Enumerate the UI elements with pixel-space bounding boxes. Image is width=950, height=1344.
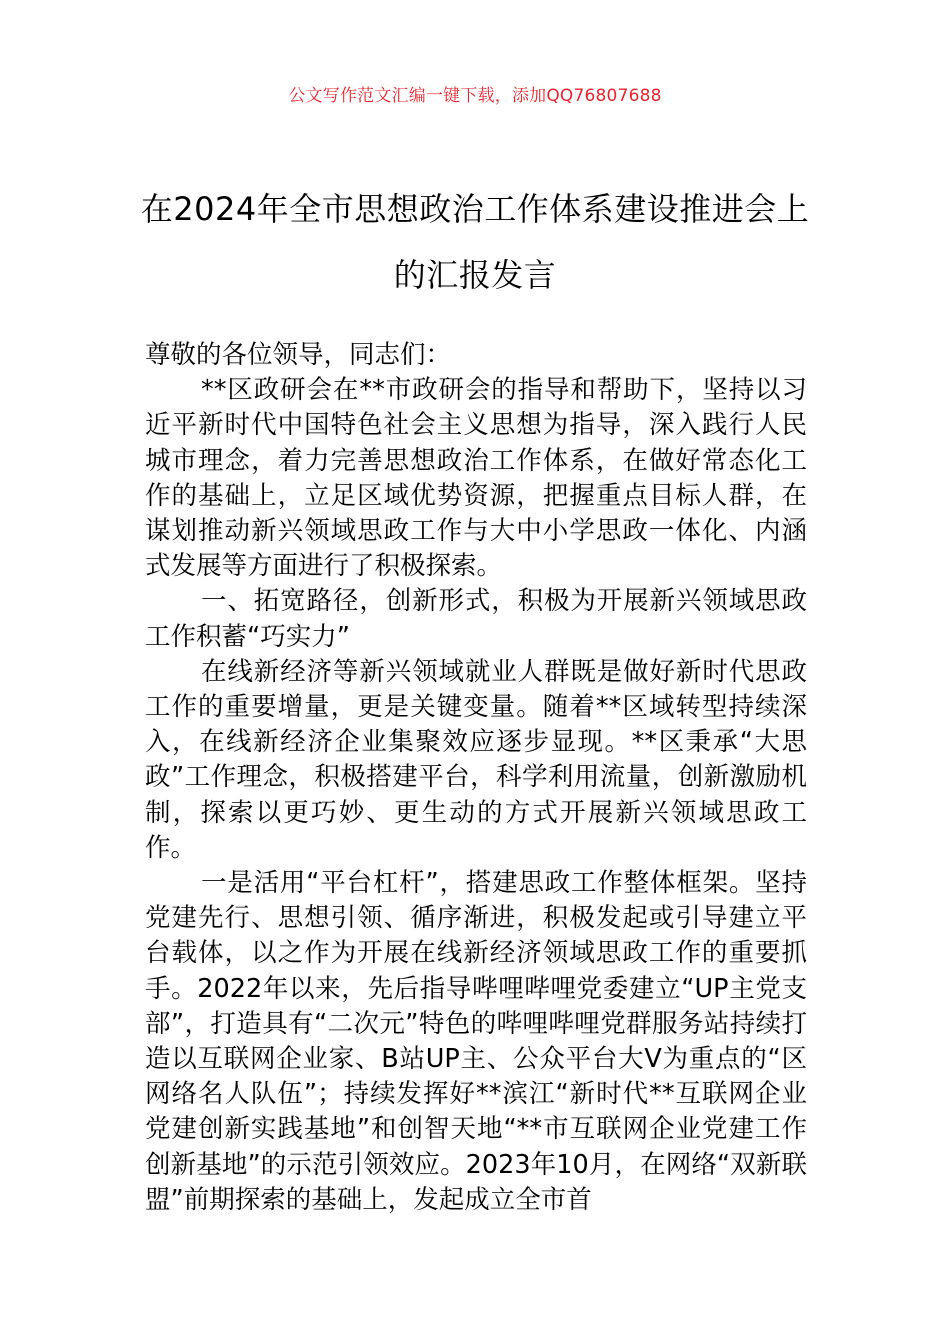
- section-heading-1: 一、拓宽路径，创新形式，积极为开展新兴领域思政工作积蓄“巧实力”: [145, 586, 807, 652]
- paragraph-section-1-intro: 在线新经济等新兴领域就业人群既是做好新时代思政工作的重要增量，更是关键变量。随着**区域转型持续深入，在线新经济企业集聚效应逐步显现。**区秉承“大思政”工作理念，积极搭建平台，科学利用流量，创新激励机制，探索以更巧妙、更生动的方式开展新兴领域思政工作。: [145, 656, 807, 863]
- document-title: 在2024年全市思想政治工作体系建设推进会上的汇报发言: [140, 190, 810, 294]
- paragraph-intro: **区政研会在**市政研会的指导和帮助下，坚持以习近平新时代中国特色社会主义思想为指导，深入践行人民城市理念，着力完善思想政治工作体系，在做好常态化工作的基础上，立足区域优势资源，把握重点目标人群，在谋划推动新兴领域思政工作与大中小学思政一体化、内涵式发展等方面进行了积极探索。: [145, 375, 807, 582]
- document-body: [145, 338, 807, 1218]
- salutation: 尊敬的各位领导，同志们：: [145, 340, 452, 370]
- paragraph-platform-lever: 一是活用“平台杠杆”，搭建思政工作整体框架。坚持党建先行、思想引领、循序渐进，积极发起或引导建立平台载体，以之作为开展在线新经济领域思政工作的重要抓手。2022年以来，先后指导哔哩哔哩党委建立“UP主党支部”，打造具有“二次元”特色的哔哩哔哩党群服务站持续打造以互联网企业家、B站UP主、公众平台大V为重点的“区网络名人队伍”；持续发挥好**滨江“新时代**互联网企业党建创新实践基地”和创智天地“**市互联网企业党建工作创新基地”的示范引领效应。2023年10月，在网络“双新联盟”前期探索的基础上，发起成立全市首: [145, 868, 807, 1215]
- download-banner: 公文写作范文汇编一键下载，添加QQ76807688: [288, 86, 662, 106]
